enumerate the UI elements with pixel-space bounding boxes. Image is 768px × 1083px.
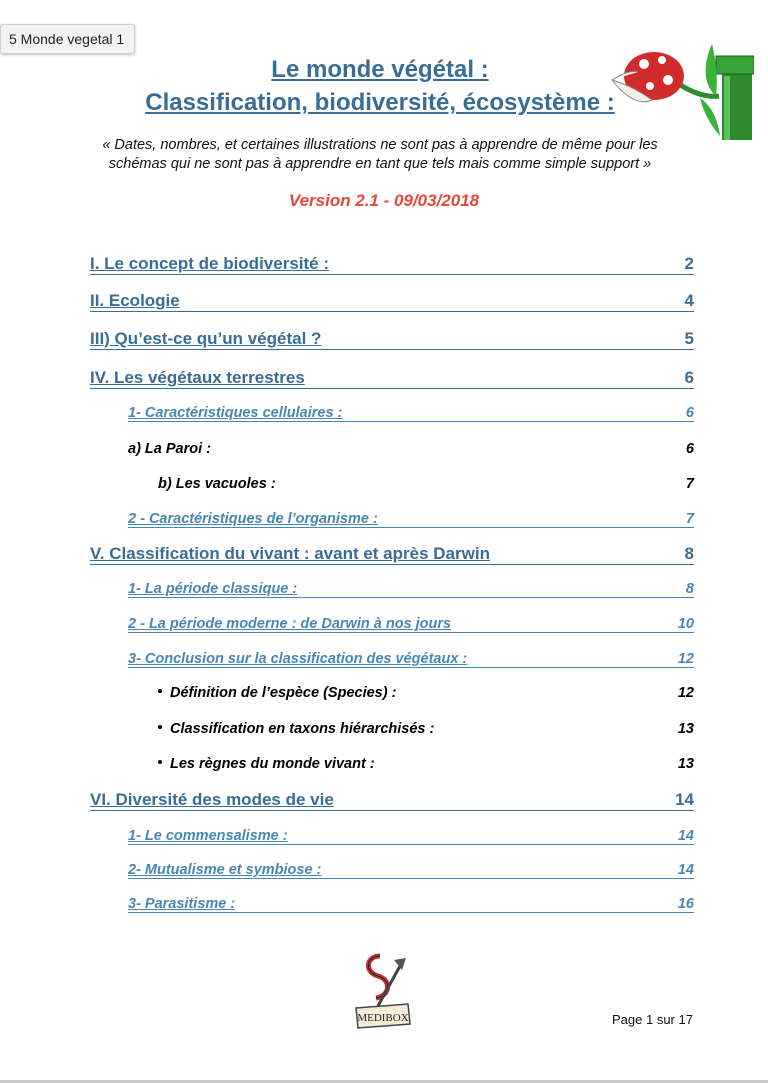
toc-entry-page: 13 (677, 756, 694, 772)
toc-entry-page: 7 (685, 476, 694, 492)
toc-entry-label: 1- La période classique : (128, 581, 298, 597)
toc-entry-page: 14 (677, 828, 694, 844)
toc-entry-vegetal[interactable] (90, 327, 694, 350)
toc-entry-page: 13 (677, 721, 694, 737)
bullet-icon (158, 760, 162, 764)
medibox-logo (350, 950, 414, 1030)
document-tab[interactable]: 5 Monde vegetal 1 (0, 24, 135, 54)
toc-entry-label-wrap (158, 721, 434, 737)
toc-entry-page: 6 (685, 441, 694, 457)
toc-entry-label: 1- Le commensalisme : (128, 828, 288, 844)
toc-entry-periode-classique[interactable] (128, 578, 694, 598)
toc-entry-page: 12 (677, 685, 694, 701)
toc-entry-label: Définition de l’espèce (Species) : (170, 685, 397, 701)
toc-entry-ecologie[interactable] (90, 289, 694, 312)
toc-entry-page: 6 (685, 405, 694, 421)
toc-entry-label: a) La Paroi : (128, 441, 211, 457)
bullet-icon (158, 689, 162, 693)
toc-entry-page: 10 (677, 616, 694, 632)
toc-entry-label: Les règnes du monde vivant : (170, 756, 375, 772)
toc-entry-label: III) Qu’est-ce qu’un végétal ? (90, 329, 322, 348)
logo-text: MEDIBOX (357, 1012, 409, 1024)
toc-entry-label: IV. Les végétaux terrestres (90, 368, 305, 387)
toc-entry-label: 1- Caractéristiques cellulaires : (128, 405, 343, 421)
page-indicator: Page 1 sur 17 (612, 1012, 693, 1027)
toc-entry-label: VI. Diversité des modes de vie (90, 790, 334, 809)
bullet-icon (158, 725, 162, 729)
toc-entry-parasitisme[interactable] (128, 893, 694, 913)
toc-entry-page: 8 (684, 544, 694, 563)
toc-entry-vacuoles[interactable] (158, 473, 694, 492)
disclaimer-line: schémas qui ne sont pas à apprendre en tant que tels mais comme simple support » (108, 156, 652, 172)
toc-entry-label: V. Classification du vivant : avant et après Darwin (90, 544, 490, 563)
toc-entry-label-wrap (158, 685, 396, 701)
toc-entry-page: 14 (677, 862, 694, 878)
toc-entry-biodiversite[interactable] (90, 252, 694, 275)
toc-entry-periode-moderne[interactable] (128, 613, 694, 633)
toc-entry-label: I. Le concept de biodiversité : (90, 254, 329, 273)
toc-entry-page: 8 (685, 581, 694, 597)
toc-entry-page: 7 (685, 511, 694, 527)
toc-entry-label: Classification en taxons hiérarchisés : (170, 721, 435, 737)
toc-entry-label: 2- Mutualisme et symbiose : (128, 862, 322, 878)
toc-entry-label: 3- Parasitisme : (128, 896, 236, 912)
toc-entry-vegetaux-terrestres[interactable] (90, 366, 694, 389)
page-title: Le monde végétal : (271, 56, 489, 83)
disclaimer-line: « Dates, nombres, et certaines illustrations ne sont pas à apprendre de même pour les (102, 137, 658, 153)
toc-entry-classification[interactable] (90, 542, 694, 565)
toc-entry-paroi[interactable] (128, 438, 694, 457)
version-label: Version 2.1 - 09/03/2018 (288, 191, 480, 210)
piranha-plant-illustration (604, 36, 754, 140)
toc-entry-label: 3- Conclusion sur la classification des végétaux : (128, 651, 468, 667)
toc-entry-modes-de-vie[interactable] (90, 788, 694, 811)
disclaimer (70, 136, 690, 174)
toc-entry-label: II. Ecologie (90, 291, 180, 310)
toc-entry-caracteristiques-cellulaires[interactable] (128, 402, 694, 422)
toc-entry-regnes[interactable] (158, 753, 694, 772)
toc-entry-page: 16 (677, 896, 694, 912)
toc-entry-mutualisme[interactable] (128, 859, 694, 879)
toc-entry-page: 2 (684, 254, 694, 273)
toc-entry-page: 12 (677, 651, 694, 667)
toc-entry-commensalisme[interactable] (128, 825, 694, 845)
page-subtitle: Classification, biodiversité, écosystème : (145, 89, 615, 116)
toc-entry-conclusion-classification[interactable] (128, 648, 694, 668)
toc-entry-page: 6 (684, 368, 694, 387)
toc-entry-caracteristiques-organisme[interactable] (128, 508, 694, 528)
toc-entry-label: b) Les vacuoles : (158, 476, 276, 492)
toc-entry-page: 4 (684, 291, 694, 310)
toc-entry-label: 2 - Caractéristiques de l’organisme : (128, 511, 378, 527)
toc-entry-label: 2 - La période moderne : de Darwin à nos jours (128, 616, 452, 632)
toc-entry-page: 14 (675, 790, 694, 809)
toc-entry-page: 5 (684, 329, 694, 348)
toc-entry-definition-espece[interactable] (158, 682, 694, 701)
toc-entry-taxons[interactable] (158, 718, 694, 737)
toc-entry-label-wrap (158, 756, 375, 772)
